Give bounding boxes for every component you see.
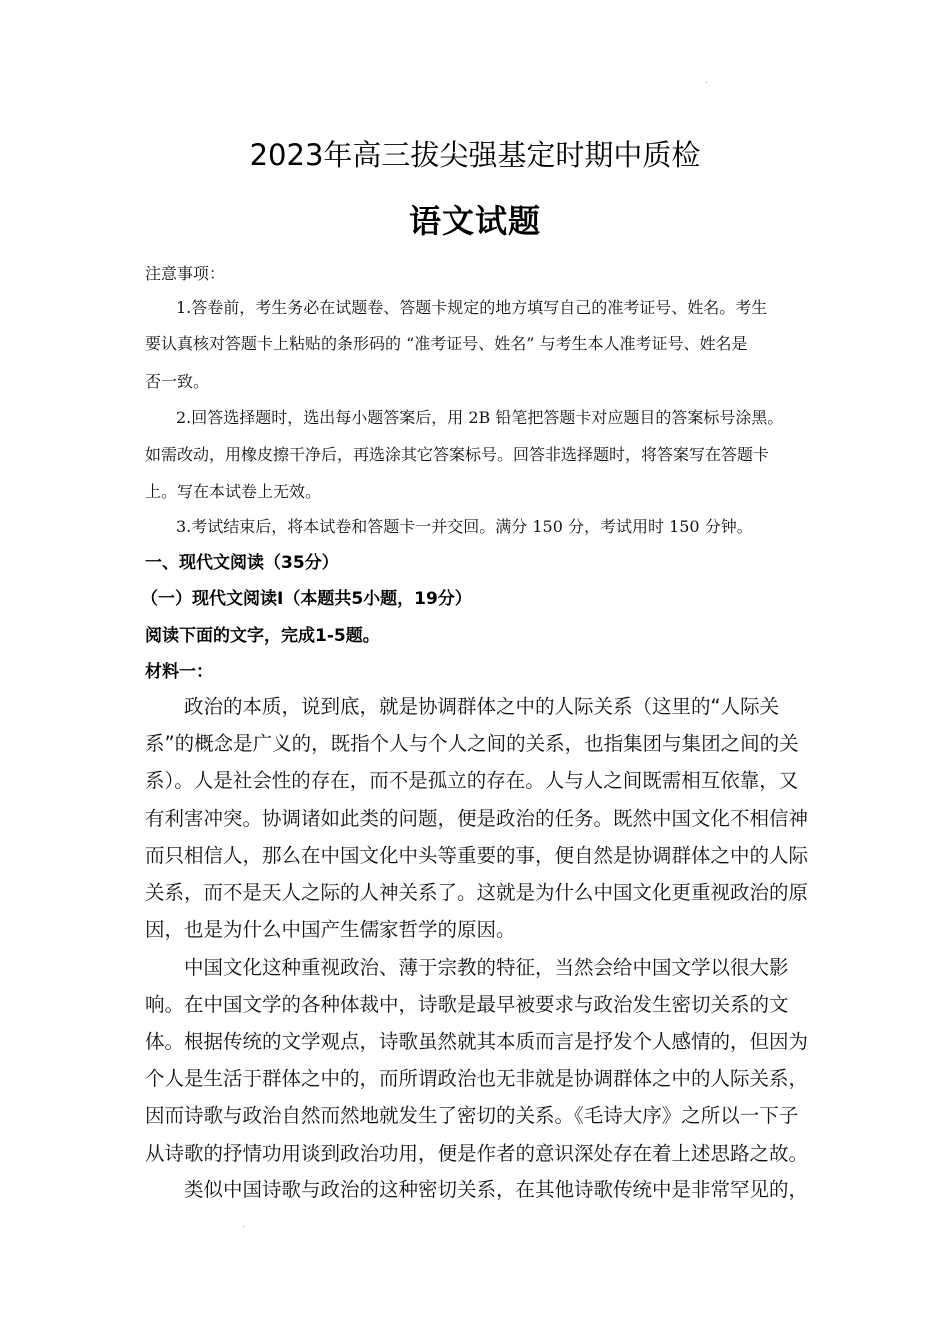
passage-line: 类似中国诗歌与政治的这种密切关系，在其他诗歌传统中是非常罕见的， bbox=[184, 1178, 809, 1201]
notice-heading: 注意事项： bbox=[145, 264, 226, 283]
passage-line: 系”的概念是广义的，既指个人与个人之间的关系，也指集团与集团之间的关 bbox=[145, 732, 799, 755]
passage-line: 体。根据传统的文学观点，诗歌虽然就其本质而言是抒发个人感情的，但因为 bbox=[145, 1030, 809, 1053]
passage-line: 因而诗歌与政治自然而然地就发生了密切的关系。《毛诗大序》之所以一下子 bbox=[145, 1104, 799, 1127]
passage-line: 因，也是为什么中国产生儒家哲学的原因。 bbox=[145, 918, 516, 941]
instruction: 阅读下面的文字，完成1-5题。 bbox=[145, 626, 380, 646]
notice-line: 2.回答选择题时，选出每小题答案后，用 2B 铅笔把答题卡对应题目的答案标号涂黑。 bbox=[176, 408, 784, 427]
passage-line: 关系，而不是天人之际的人神关系了。这就是为什么中国文化更重视政治的原 bbox=[145, 881, 809, 904]
subsection-heading: （一）现代文阅读Ⅰ（本题共5小题，19分） bbox=[141, 589, 472, 609]
passage-line: 中国文化这种重视政治、薄于宗教的特征，当然会给中国文学以很大影 bbox=[184, 956, 789, 979]
notice-line: 上。写在本试卷上无效。 bbox=[145, 482, 322, 501]
material-label: 材料一： bbox=[145, 662, 213, 682]
scan-speck bbox=[243, 1226, 244, 1227]
scan-speck bbox=[706, 82, 707, 83]
notice-line: 否一致。 bbox=[145, 372, 210, 391]
notice-line: 1.答卷前，考生务必在试题卷、答题卡规定的地方填写自己的准考证号、姓名。考生 bbox=[176, 298, 768, 317]
passage-line: 个人是生活于群体之中的，而所谓政治也无非就是协调群体之中的人际关系， bbox=[145, 1067, 809, 1090]
passage-line: 响。在中国文学的各种体裁中，诗歌是最早被要求与政治发生密切关系的文 bbox=[145, 993, 789, 1016]
passage-line: 系）。人是社会性的存在，而不是孤立的存在。人与人之间既需相互依靠，又 bbox=[145, 769, 799, 792]
passage-line: 从诗歌的抒情功用谈到政治功用，便是作者的意识深处存在着上述思路之故。 bbox=[145, 1142, 809, 1165]
passage-line: 有利害冲突。协调诸如此类的问题，便是政治的任务。既然中国文化不相信神 bbox=[145, 807, 809, 830]
notice-line: 要认真核对答题卡上粘贴的条形码的 “准考证号、姓名” 与考生本人准考证号、姓名是 bbox=[145, 334, 748, 353]
notice-line: 如需改动，用橡皮擦干净后，再选涂其它答案标号。回答非选择题时，将答案写在答题卡 bbox=[145, 445, 770, 464]
passage-line: 政治的本质，说到底，就是协调群体之中的人际关系（这里的“人际关 bbox=[184, 695, 780, 718]
exam-subtitle: 语文试题 bbox=[408, 202, 541, 240]
passage-line: 而只相信人，那么在中国文化中头等重要的事，便自然是协调群体之中的人际 bbox=[145, 844, 809, 867]
notice-line: 3.考试结束后，将本试卷和答题卡一并交回。满分 150 分，考试用时 150 分钟。 bbox=[176, 517, 753, 536]
exam-title: 2023年高三拔尖强基定时期中质检 bbox=[249, 138, 701, 172]
section-heading: 一、现代文阅读（35分） bbox=[145, 553, 339, 573]
